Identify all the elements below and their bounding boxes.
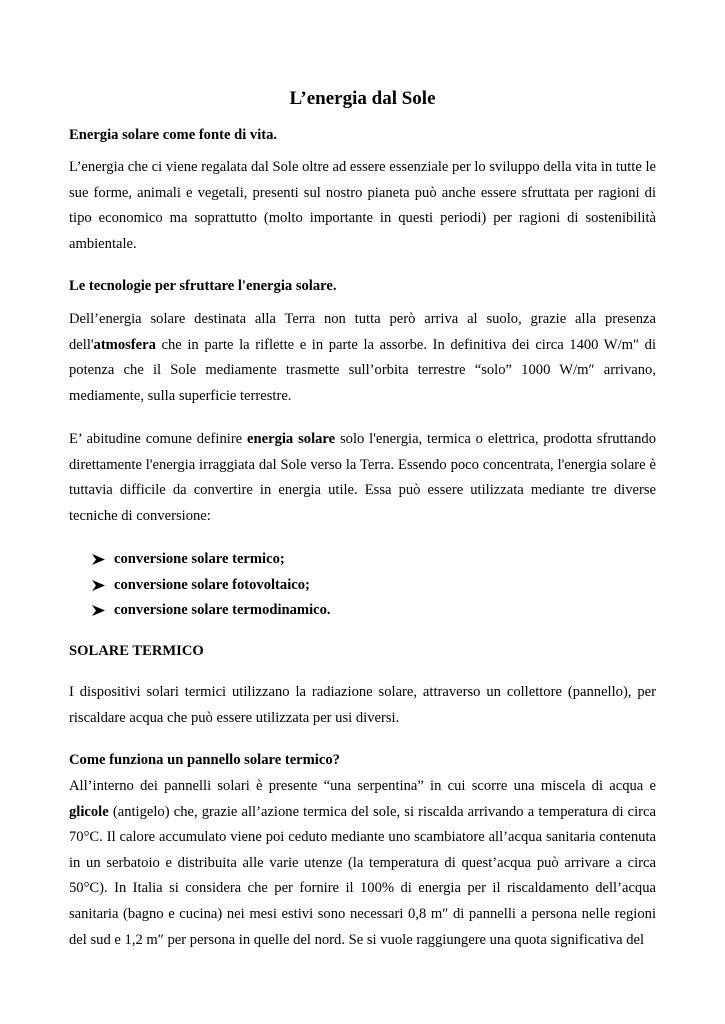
list-item-label: conversione solare termodinamico. (114, 602, 331, 618)
list-item (92, 573, 331, 599)
text-segment: solo l'energia, termica o elettrica, prodotta sfruttando direttamente l'energia irraggiata dal Sole verso la Terra. Essendo poco concentrata, l'energia solare è tuttavia difficile da convertire in energia utile. Essa può essere utilizzata mediante tre diverse tecniche di conversione: (69, 431, 656, 524)
paragraph-pannello-solare (69, 774, 656, 953)
arrowhead-bullet-icon (92, 580, 105, 591)
section-heading-tecnologie: Le tecnologie per sfruttare l'energia solare. (69, 278, 337, 294)
paragraph-energia-solare: L’energia che ci viene regalata dal Sole oltre ad essere essenziale per lo sviluppo della vita in tutte le sue forme, animali e vegetali, presenti sul nostro pianeta può anche essere sfruttata per ragioni di tipo economico ma soprattutto (molto importante in questi periodi) per ragioni di sostenibilità ambientale. (69, 159, 656, 252)
section-heading-solare-termico: SOLARE TERMICO (69, 643, 204, 659)
list-item-label: conversione solare fotovoltaico; (114, 576, 310, 593)
arrowhead-bullet-icon (92, 554, 105, 565)
section-heading-come-funziona: Come funziona un pannello solare termico? (69, 752, 340, 768)
text-segment: Dell’energia solare destinata alla Terra non tutta però arriva al suolo, grazie alla presenza dell' (69, 311, 656, 353)
bold-term-atmosfera: atmosfera (93, 336, 156, 353)
conversion-techniques-list (92, 547, 331, 624)
page-title: L’energia dal Sole (289, 88, 436, 109)
text-segment: che in parte la riflette e in parte la assorbe. In definitiva dei circa 1400 W/m″ di potenza che il Sole mediamente trasmette sull’orbita terrestre “solo” 1000 W/m″ arrivano, mediamente, sulla superficie terrestre. (69, 336, 656, 404)
arrowhead-bullet-icon (92, 605, 105, 616)
bold-term-glicole: glicole (69, 803, 109, 820)
list-item (92, 598, 331, 624)
bold-term-energia-solare: energia solare (247, 431, 336, 447)
section-heading-energia-solare: Energia solare come fonte di vita. (69, 127, 278, 143)
text-segment: E’ abitudine comune definire (69, 431, 248, 447)
paragraph-definizione-energia-solare (69, 427, 656, 529)
paragraph-atmosfera (69, 307, 656, 409)
paragraph-dispositivi-solari: I dispositivi solari termici utilizzano la radiazione solare, attraverso un collettore (pannello), per riscaldare acqua che può essere utilizzata per usi diversi. (69, 684, 656, 726)
list-item (92, 547, 331, 573)
list-item-label: conversione solare termico; (114, 551, 285, 567)
text-segment: (antigelo) che, grazie all’azione termica del sole, si riscalda arrivando a temperatura di circa 70°C. Il calore accumulato viene poi ceduto mediante uno scambiatore all’acqua sanitaria contenuta in un serbatoio e distribuita alle varie utenze (la temperatura di quest’acqua può arrivare a circa 50°C). In Italia si considera che per fornire il 100% di energia per il riscaldamento dell’acqua sanitaria (bagno e cucina) nei mesi estivi sono necessari 0,8 m″ di pannelli a persona nelle regioni del sud e 1,2 m″ per persona in quelle del nord. Se si vuole raggiungere una quota significativa del (69, 803, 656, 948)
text-segment: All’interno dei pannelli solari è presente “una serpentina” in cui scorre una miscela di acqua e (69, 778, 656, 794)
